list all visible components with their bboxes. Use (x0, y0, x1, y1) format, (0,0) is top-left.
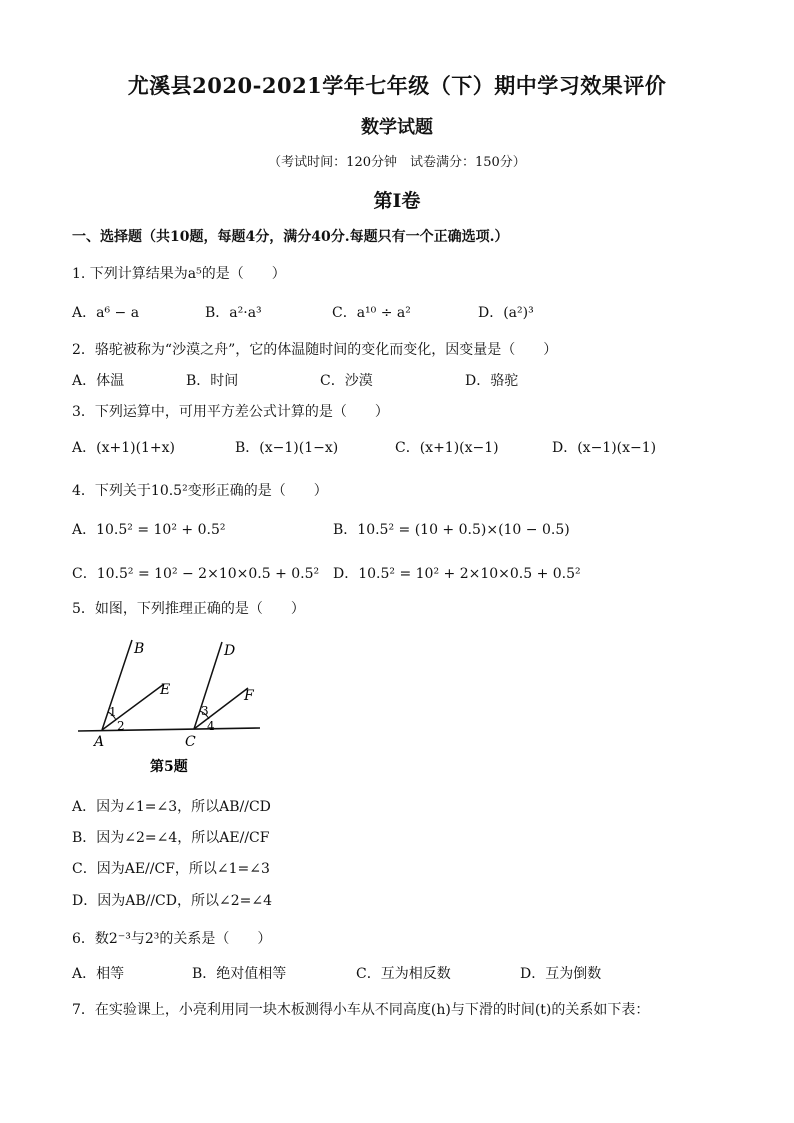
exam-note: （考试时间：120分钟 试卷满分：150分） (268, 155, 526, 170)
question-6-stem: 6．数2⁻³与2³的关系是（ ） (72, 931, 272, 947)
label-2: 2 (117, 719, 125, 733)
question-2-stem: 2．骆驼被称为“沙漠之舟”，它的体温随时间的变化而变化，因变量是（ ） (72, 342, 558, 358)
q2-option-c: C．沙漠 (320, 373, 373, 389)
q2-option-b: B．时间 (186, 373, 239, 389)
label-b: B (134, 641, 145, 657)
section-heading: 一、选择题（共10题，每题4分，满分40分.每题只有一个正确选项.） (72, 229, 509, 245)
q3-option-b: B．(x−1)(1−x) (235, 440, 339, 456)
q5-figure (72, 628, 272, 778)
label-c: C (185, 734, 196, 750)
q1-option-a: A．a⁶ − a (72, 305, 140, 321)
part-heading: 第I卷 (373, 190, 421, 212)
label-d: D (224, 643, 236, 659)
question-7-stem: 7．在实验课上，小亮利用同一块木板测得小车从不同高度(h)与下滑的时间(t)的关系如下表： (72, 1002, 650, 1018)
q2-option-a: A．体温 (72, 373, 125, 389)
q1-option-b: B．a²·a³ (205, 305, 262, 321)
question-1-stem: 1. 下列计算结果为a⁵的是（ ） (72, 266, 286, 282)
q6-option-d: D．互为倒数 (520, 966, 602, 982)
q4-option-b: B．10.5² = (10 + 0.5)×(10 − 0.5) (333, 522, 570, 538)
q5-option-d: D．因为AB//CD，所以∠2=∠4 (72, 893, 272, 909)
label-a: A (94, 734, 105, 750)
q6-option-b: B．绝对值相等 (192, 966, 287, 982)
q3-option-d: D．(x−1)(x−1) (552, 440, 657, 456)
figure-caption: 第5题 (150, 759, 188, 775)
question-5-stem: 5．如图，下列推理正确的是（ ） (72, 601, 305, 617)
label-4: 4 (207, 719, 215, 733)
label-3: 3 (201, 704, 209, 718)
q6-option-c: C．互为相反数 (356, 966, 451, 982)
label-1: 1 (109, 705, 117, 719)
q6-option-a: A．相等 (72, 966, 125, 982)
q4-option-d: D．10.5² = 10² + 2×10×0.5 + 0.5² (333, 566, 581, 582)
q4-option-a: A．10.5² = 10² + 0.5² (72, 522, 226, 538)
q1-option-c: C．a¹⁰ ÷ a² (332, 305, 411, 321)
document-subtitle: 数学试题 (361, 117, 433, 138)
question-3-stem: 3．下列运算中，可用平方差公式计算的是（ ） (72, 404, 389, 420)
q3-option-c: C．(x+1)(x−1) (395, 440, 499, 456)
q5-option-b: B．因为∠2=∠4，所以AE//CF (72, 830, 270, 846)
q1-option-d: D．(a²)³ (478, 305, 534, 321)
q5-option-c: C．因为AE//CF，所以∠1=∠3 (72, 861, 270, 877)
q5-option-a: A．因为∠1=∠3，所以AB//CD (72, 799, 271, 815)
label-e: E (160, 682, 171, 698)
q2-option-d: D．骆驼 (465, 373, 519, 389)
q3-option-a: A．(x+1)(1+x) (72, 440, 176, 456)
label-f: F (244, 688, 254, 704)
question-4-stem: 4．下列关于10.5²变形正确的是（ ） (72, 483, 328, 499)
q4-option-c: C．10.5² = 10² − 2×10×0.5 + 0.5² (72, 566, 320, 582)
document-title: 尤溪县2020-2021学年七年级（下）期中学习效果评价 (127, 73, 667, 98)
ray-ab (102, 640, 132, 730)
